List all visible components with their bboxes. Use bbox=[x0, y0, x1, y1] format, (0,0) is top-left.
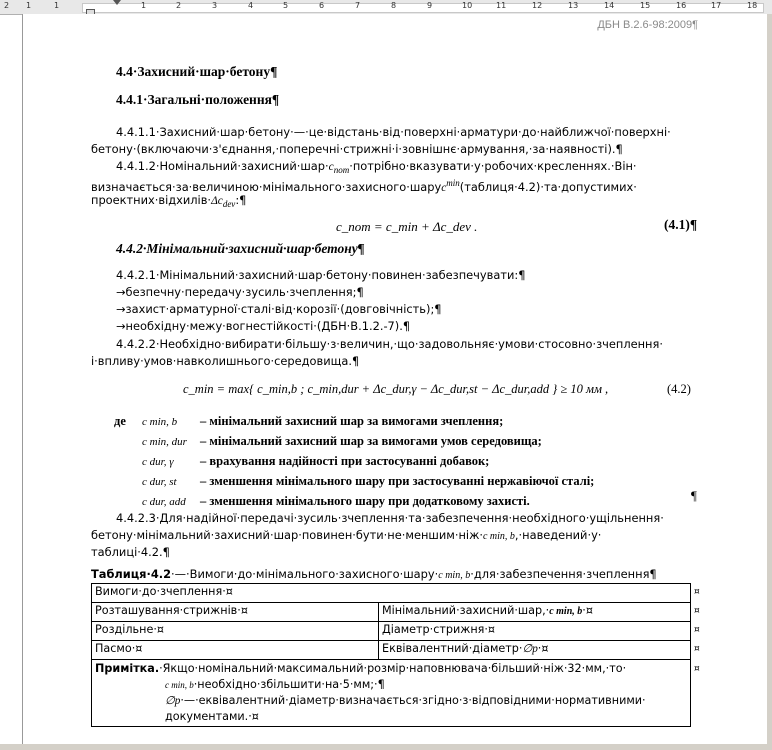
document-page[interactable] bbox=[22, 14, 768, 750]
ruler-number: 15 bbox=[640, 1, 651, 10]
p2-text-e: проектних·відхилів· bbox=[91, 193, 212, 207]
row-end-mark: ¤ bbox=[694, 587, 700, 597]
ruler-number: 6 bbox=[319, 1, 325, 10]
cell-text: Еквівалентний·діаметр· bbox=[382, 642, 523, 655]
table-row bbox=[92, 660, 691, 727]
note-symbol: c min, b bbox=[165, 680, 194, 690]
note-text: ·—·еквівалентний·діаметр·визначається·згідно·з·відповідними·нормативними· bbox=[180, 694, 646, 707]
de-label: де bbox=[114, 414, 126, 428]
ruler-number: 8 bbox=[391, 1, 397, 10]
requirements-table bbox=[91, 583, 691, 727]
note-line bbox=[95, 661, 687, 677]
ruler-number: 5 bbox=[283, 1, 289, 10]
definition-row bbox=[114, 472, 594, 492]
note-text: документами.·¤ bbox=[165, 710, 259, 723]
note-line bbox=[95, 677, 687, 693]
definition-symbol: c dur, st bbox=[142, 476, 177, 488]
ruler-number: 4 bbox=[248, 1, 254, 10]
p2-text-end: :¶ bbox=[235, 193, 247, 207]
bottom-status-strip bbox=[0, 744, 772, 750]
p5-text-a: бетону·мінімальний·захисний·шар·повинен·бути·не·меншим·ніж· bbox=[91, 528, 483, 542]
row-end-mark: ¤ bbox=[694, 644, 700, 654]
table-cell[interactable] bbox=[379, 641, 691, 660]
ruler-number: 13 bbox=[568, 1, 579, 10]
definition-text: – мінімальний захисний шар за вимогами зчеплення; bbox=[200, 414, 504, 428]
cell-text: ·¤ bbox=[582, 604, 593, 617]
nom-subscript: nom bbox=[333, 165, 350, 175]
ruler-number: 7 bbox=[355, 1, 361, 10]
definition-text: – мінімальний захисний шар за вимогами умов середовища; bbox=[200, 434, 542, 448]
definition-symbol: c dur, add bbox=[142, 496, 186, 508]
table-cell[interactable] bbox=[379, 603, 691, 622]
ruler-number: 14 bbox=[604, 1, 615, 10]
horizontal-ruler[interactable] bbox=[0, 0, 772, 15]
definition-row bbox=[114, 452, 594, 472]
definition-text: – врахування надійності при застосуванні добавок; bbox=[200, 454, 490, 468]
p2-text-d: (таблиця·4.2)·та·допустимих· bbox=[459, 180, 637, 194]
caption-text-a: ·—·Вимоги·до·мінімального·захисного·шару· bbox=[171, 567, 439, 581]
c-letter: c bbox=[328, 161, 334, 173]
row-end-mark: ¤ bbox=[694, 606, 700, 616]
heading-4-4-1-text: 4.4.1·Загальні·положення¶ bbox=[116, 92, 280, 107]
cell-text: ·¤ bbox=[537, 642, 549, 655]
table-cell[interactable]: Пасмо·¤ bbox=[92, 641, 379, 660]
definition-row bbox=[114, 432, 594, 452]
p2-text-a: 4.4.1.2·Номінальний·захисний·шар· bbox=[116, 159, 329, 173]
table-row bbox=[92, 603, 691, 622]
note-line bbox=[95, 709, 687, 725]
bullet-3: →необхідну·межу·вогнестійкості·(ДБН·В.1.2.-7).¶ bbox=[116, 319, 411, 333]
pilcrow-mark: ¶ bbox=[691, 488, 697, 503]
heading-4-4: 4.4·Захисний·шар·бетону¶ bbox=[116, 64, 278, 79]
ruler-number: 12 bbox=[532, 1, 543, 10]
table-row bbox=[92, 641, 691, 660]
ruler-number: 3 bbox=[212, 1, 218, 10]
document-code-header: ДБН В.2.6-98:2009¶ bbox=[597, 19, 698, 31]
ruler-number: 1 bbox=[54, 1, 60, 10]
c-min-b-symbol: c min, b bbox=[482, 531, 515, 542]
ruler-number: 1 bbox=[26, 1, 32, 10]
cell-symbol: ∅p bbox=[522, 643, 538, 655]
ruler-track bbox=[82, 3, 764, 13]
table-note-cell[interactable] bbox=[92, 660, 691, 727]
table-cell[interactable]: Розташування·стрижнів·¤ bbox=[92, 603, 379, 622]
heading-4-4-1 bbox=[116, 92, 279, 108]
note-symbol: ∅p bbox=[165, 695, 181, 707]
definition-symbol: c min, b bbox=[142, 416, 178, 428]
caption-bold: Таблиця·4.2 bbox=[91, 567, 171, 581]
p2-text-b: ·потрібно·вказувати·у·робочих·кресленнях.·Він· bbox=[349, 159, 637, 173]
para-4-4-1-1-line1: 4.4.1.1·Захисний·шар·бетону·—·це·відстань·від·поверхні·арматури·до·найближчої·поверхні· bbox=[116, 125, 671, 139]
definition-symbol: c min, dur bbox=[142, 436, 187, 448]
definition-symbol: c dur, γ bbox=[142, 456, 174, 468]
table-cell[interactable]: Вимоги·до·зчеплення·¤ bbox=[92, 584, 691, 603]
para-4-4-2-3-line2 bbox=[91, 527, 601, 545]
ruler-number: 9 bbox=[427, 1, 433, 10]
ruler-number: 2 bbox=[4, 1, 10, 10]
c-min-symbol bbox=[441, 178, 460, 194]
cell-text: Мінімальний·захисний·шар,· bbox=[382, 604, 550, 617]
first-line-indent-marker[interactable] bbox=[113, 0, 121, 5]
note-line bbox=[95, 693, 687, 709]
table-caption bbox=[91, 566, 657, 584]
caption-text-b: ·для·забезпечення·зчеплення¶ bbox=[470, 567, 657, 581]
ruler-number: 11 bbox=[496, 1, 507, 10]
para-4-4-2-1: 4.4.2.1·Мінімальний·захисний·шар·бетону·повинен·забезпечувати:¶ bbox=[116, 268, 526, 282]
cell-symbol: c min, b bbox=[549, 606, 583, 617]
formula-4-1-number: (4.1)¶ bbox=[664, 217, 698, 232]
ruler-number: 17 bbox=[711, 1, 722, 10]
ruler-number: 16 bbox=[676, 1, 687, 10]
formula-4-1: c_nom = c_min + Δc_dev . bbox=[336, 219, 478, 234]
ruler-number: 10 bbox=[462, 1, 473, 10]
definition-row bbox=[114, 412, 594, 432]
para-4-4-2-3-line3: таблиці·4.2.¶ bbox=[91, 545, 170, 559]
c-nom-symbol bbox=[329, 161, 350, 173]
row-end-mark: ¤ bbox=[694, 664, 700, 674]
delta-c-dev-symbol bbox=[211, 195, 235, 207]
para-4-4-2-3-line1: 4.4.2.3·Для·надійної·передачі·зусиль·зчеплення·та·забезпечення·необхідного·ущільнення· bbox=[116, 511, 664, 525]
note-text: ·необхідно·збільшити·на·5·мм;·¶ bbox=[193, 678, 385, 691]
formula-4-2-number: (4.2) bbox=[667, 382, 691, 396]
para-4-4-1-2-line3 bbox=[91, 192, 246, 213]
definition-text: – зменшення мінімального шару при додатковому захисті. bbox=[200, 494, 530, 508]
heading-4-4-2: 4.4.2·Мінімальний·захисний·шар·бетону¶ bbox=[116, 241, 365, 256]
definition-row bbox=[114, 492, 594, 512]
bullet-2: →захист·арматурної·сталі·від·корозії·(довговічність);¶ bbox=[116, 302, 442, 316]
table-cell[interactable]: Роздільне·¤ bbox=[92, 622, 379, 641]
p2-text-c: визначається·за·величиною·мінімального·захисного·шару bbox=[91, 180, 442, 194]
table-cell[interactable]: Діаметр·стрижня·¤ bbox=[379, 622, 691, 641]
para-4-4-1-1-line2: бетону·(включаючи·з'єднання,·поперечні·стрижні·і·зовнішнє·армування,·за·наявності).¶ bbox=[91, 142, 623, 156]
row-end-mark: ¤ bbox=[694, 625, 700, 635]
definition-text: – зменшення мінімального шару при застосуванні нержавіючої сталі; bbox=[200, 474, 595, 488]
para-4-4-2-2-line2: і·впливу·умов·навколишнього·середовища.¶ bbox=[91, 354, 360, 368]
min-subscript: min bbox=[446, 178, 460, 188]
vertical-scrollbar[interactable] bbox=[767, 14, 772, 750]
p5-text-b: ,·наведений·у· bbox=[514, 528, 602, 542]
delta-c: Δc bbox=[211, 195, 223, 207]
ruler-number: 2 bbox=[176, 1, 182, 10]
ruler-number: 1 bbox=[141, 1, 147, 10]
formula-4-2: c_min = max{ c_min,b ; c_min,dur + Δc_dur,γ − Δc_dur,st − Δc_dur,add } ≥ 10 мм , bbox=[183, 382, 609, 396]
note-text: ·Якщо·номінальний·максимальний·розмір·наповнювача·більший·ніж·32·мм,·то· bbox=[159, 662, 627, 675]
caption-symbol: c min, b bbox=[438, 570, 471, 581]
table-row bbox=[92, 584, 691, 603]
c-letter: c bbox=[441, 182, 447, 194]
bullet-1: →безпечну·передачу·зусиль·зчеплення;¶ bbox=[116, 285, 364, 299]
note-bold: Примітка. bbox=[95, 662, 160, 675]
para-4-4-2-2-line1: 4.4.2.2·Необхідно·вибирати·більшу·з·величин,·що·задовольняє·умови·стосовно·зчеплення· bbox=[116, 337, 663, 351]
definitions-list bbox=[114, 412, 594, 512]
table-row bbox=[92, 622, 691, 641]
ruler-number: 18 bbox=[747, 1, 758, 10]
dev-subscript: dev bbox=[222, 199, 236, 209]
